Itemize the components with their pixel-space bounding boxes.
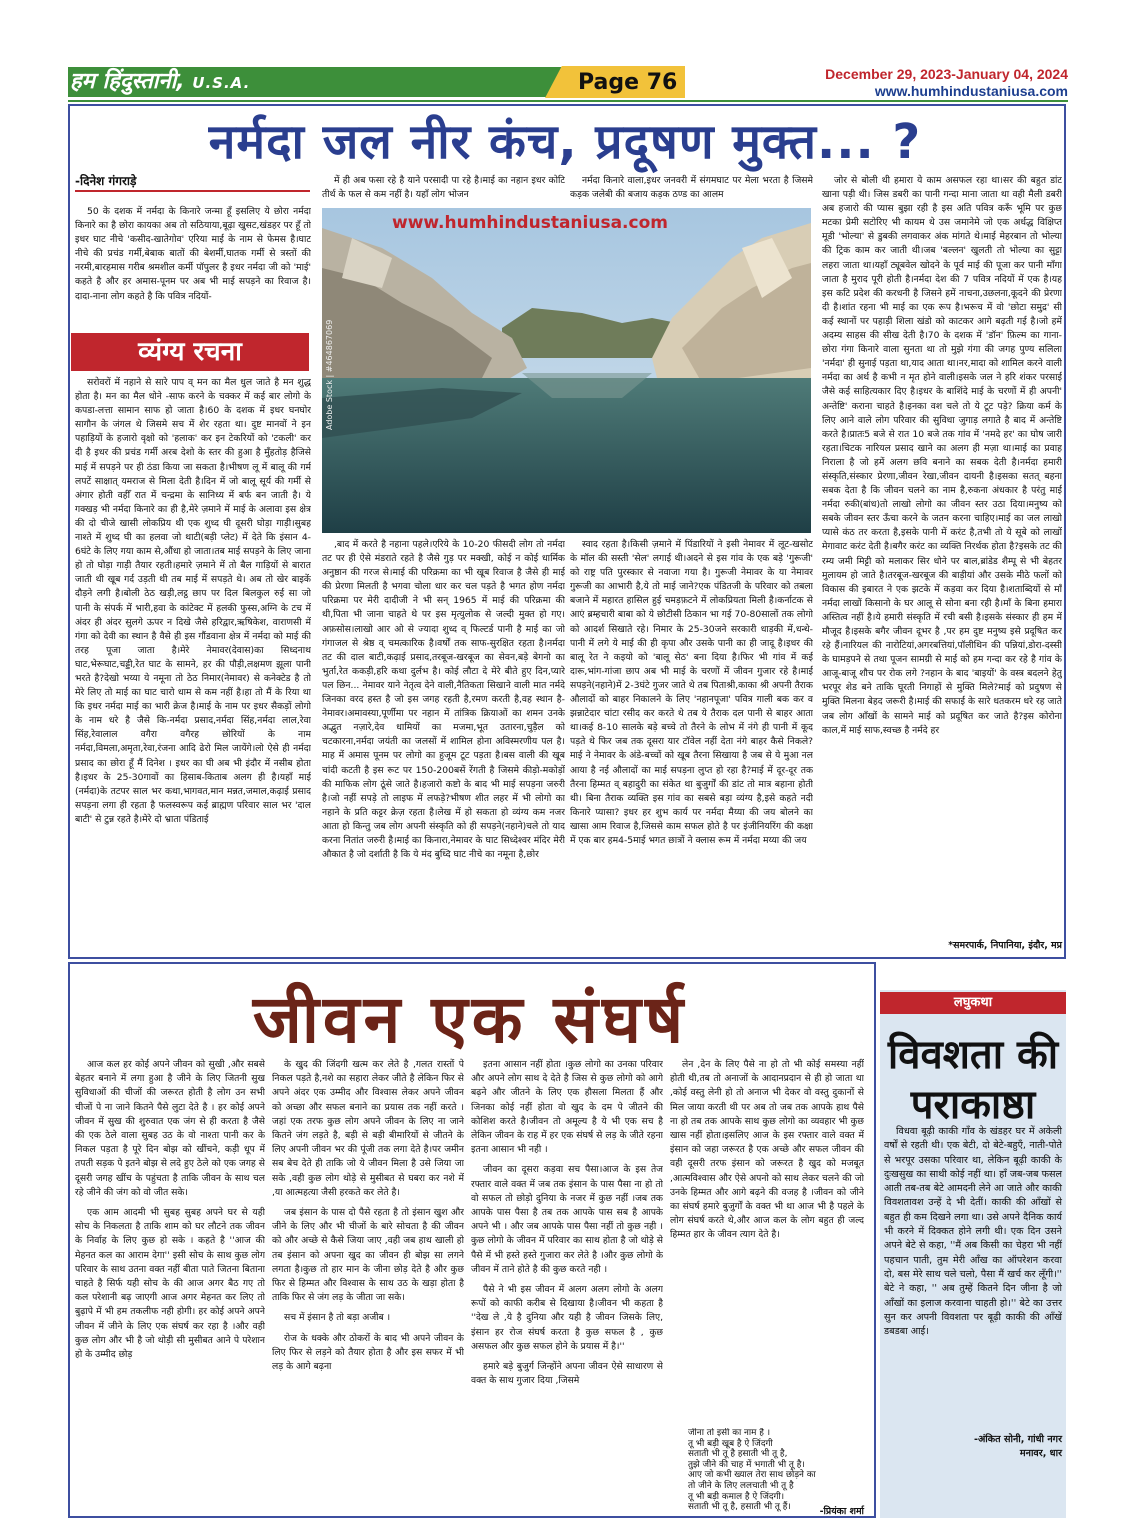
- article2-author: -प्रियंका शर्मा: [819, 1506, 864, 1517]
- paragraph: पैसे ने भी इस जीवन में अलग अलग लोगो के अलग रूपों को काफी करीब से दिखाया है।जीवन भी कहता है ''देख ले ,ये है दुनिया और यही है जीवन जिसके लिए, इंसान हर रोज संघर्ष करता है कुछ सफल है , कुछ असफल और कुछ सफल होने के प्रयास में है।'': [471, 1284, 663, 1352]
- paragraph: इतना आसान नहीं होता ।कुछ लोगो का उनका परिवार और अपने लोग साथ दे देते है जिस से कुछ लोगो को आगे बढ़ने और जीतने के लिए एक हौसला मिलता हैं और जिनका कोई नहीं होता वो खुद के दम पे जीतने की कोशिश करते है।जीवन तो अमूल्य है ये भी एक सच है लेकिन जीवन के राह में हर एक संघर्ष से लड़ के जीते रहना इतना आसान भी नही ।: [471, 1059, 663, 1156]
- river-gorge-illustration: [322, 208, 811, 533]
- article2-column-1: [75, 1058, 265, 1514]
- issue-date: December 29, 2023-January 04, 2024: [825, 66, 1068, 82]
- page-number: Page 76: [578, 70, 678, 95]
- newspaper-brand: [70, 68, 250, 97]
- paragraph: ,बाद में करते है नहाना पहले।एरिये के 10-20 फीसदी लोग तो नर्मदा तट पर ही ऐसे मंडराते रहते है जैसे गुड़ पर मक्खी, कोई न कोई धार्मिक अनुष्ठान की गरज से।माई की परिक्रमा का भी खूब रिवाज है जैसे ही माई की प्रेरणा मिलती है भगवा चोला धार कर चल पड़ते है भगत होण नर्मदा परिक्रमा पर मेरी दादीजी ने भी सन् 1965 में माई की परिक्रमा की थी,पिता भी जाना चाहते थे पर इस मृत्युलोक से जल्दी मुक्त हो गए।अफ़सोस।लाखो आर ओ से ज्यादा शुध्द व् फिल्टर्ड पानी है माई का जो गंगाजल से श्रेष्ठ व् चमत्कारिक है।वर्षों तक साफ-सुरक्षित रहता है।नर्मदा तट की दाल बाटी,कढ़ाई प्रसाद,तरबूज-खरबूज का सेवन,बड़े बेगनो का भुर्ता,रेत ककड़ी,हरि कथा दुर्लभ है। कोई लौटा दे मेरे बीते हुए दिन,प्यारे पल छिन... नेमावर याने नेतृत्व देने वाली,नैतिकता सिखाने वाली मात नर्मदे जिनका वरद हस्त है जो इस जगह रहती है,रमण करती है,वह स्थान है-नेमावर।अमावस्या,पूर्णीमा पर नहान में तांत्रिक क्रियाओं का शमन उनके अद्भुत नज़ारे,देव धामियों का मजमा,भूत उतारना,चुड़ैल को चटकारना,नर्मदा जयंती का जलसों में शामिल होना अविस्मरणीय पल है।माह में अमास पूनम पर लोगो का हुजूम टूट पड़ता है।बस वाली की खूब चांदी कटती है इस रूट पर 150-200बसें रेंगती है जिसमे कीड़ो-मकोड़ों की माफिक लोग ठूंसे जाते है।हजारो कष्टो के बाद भी माई सपड़ना जरुरी है।जो नहीं सपड़े तो लाइफ में लफड़े?भीषण शीत लहर में भी लोगो का नहाने के प्रति कट्टर क्रेज़ रहता है।लेख में हो सकता हो व्यंग्य कम नजर आता हो किन्तु जब लोग अपनी संस्कृति को ही सपड़ने(नहाने)चले तो याद करना नितांत जरुरी है।माई का किनारा,नेमावर के घाट सिध्देश्वर मंदिर मेरी औकात है जो दर्शाती है कि ये मंद बुध्दि घाट नीचे का नमूना है,छोर: [322, 539, 565, 861]
- poem-line: आए जो कभी ख्याल तेरा साथ छोड़ने का: [688, 1470, 816, 1481]
- poem-line: सताती भी तू है हसाती भी तू है,: [688, 1449, 788, 1460]
- paragraph: आज कल हर कोई अपने जीवन को सुखी ,और सबसे बेहतर बनाने में लगा हुआ है जीने के लिए जितनी सुख सुविधाओं की चीजों की जरूरत होती है लोग उन सभी चीजों पे ना जाने कितने पैसे लुटा देते है । हर कोई अपने जीवन में सुख की शुरुवात एक जंग से ही करता है जैसे की एक ठेले वाला सुबह उठ के वो नाश्ता पानी कर के निकल पड़ता है पूरे दिन बोझ को खींचने, कड़ी धूप में तपती सड़क पे इतने बोझ से लदे हुए ठेले को एक जगह से दूसरी जगह खींच के पहुंचता है ताकि जीवन के साथ चल रहे जीने की जंग को वो जीत सके।: [75, 1059, 265, 1198]
- article2-column-3: [471, 1058, 663, 1514]
- paragraph: नर्मदा किनारे वाला,इधर जनवरी में संगमघाट पर मेला भरता है जिसमे कड़क जलेबी की बजाय कड़क ठण्ड का आलम: [570, 175, 813, 201]
- poem-line: तू भी बड़ी खूब है ऐ जिंदगी: [688, 1438, 773, 1449]
- article1-column-2-bottom: [322, 538, 565, 952]
- article2-column-4: [670, 1058, 864, 1426]
- paragraph: स्वाद रहता है।किसी ज़माने में पिंडारियों ने इसी नेमावर में लूट-खसोट के मॉल की सस्ती 'सेल' लगाई थी।अदने से इस गांव के एक बड़े 'गुरूजी' को राष्ट्र पति पुरस्कार से नवाजा गया है। गुरूजी नेमावर के या नेमावर गुरूजी का आभारी है,ये तो माई जाने?एक पंडितजी के परिवार को तबला बजाने में महारत हासिल हुई चमड़फ़टने में लोकप्रियता मिली है।कर्नाटक से आएं ब्रम्हचारी बाबा को ये छोटीसी ठिकान भा गई 70-80सालों तक लोगो को आदर्श सिखाते रहे। निमार के 25-30जने सरकारी धाड़की में,धन्धे-पानी में लगे ये माई की ही कृपा और उसके पानी का ही जादू है।इधर की बालू रेत ने कइयो को 'बालू सेठ' बना दिया है।फिर भी गांव में कई दारू,भांग-गांजा छाप अब भी माई के चरणों में जीवन गुजार रहे है।माई सपड़ने(नहाने)में 2-3घंटे गुजर जाते थे तब पिताश्री,काका श्री अपनी तैराक औलादों को बाहर निकालने के लिए 'नहानपूजा' पवित्र गाली बक कर व झन्नाटेदार चांटा रसीद कर करते थे तब ये तैराक दल पानी से बाहर आता था।कई 8-10 सालके बड़े बच्चे तो तैरने के लोभ में नंगे ही पानी में कूद पड़ते थे फिर जब तक दूसरा यार टॉवेल नहीं देता नंगे बाहर कैसे निकले?माई ने नेमावर के अंडे-बच्चों को खूब तैरना सिखाया है जब से ये मुआ नल आया है नई औलादों का माई सपड़ना लुप्त हो रहा है?माई में दूर-दूर तक तैरना हिम्मत व् बहादुरी का संकेत था बुजुर्गों की डांट तो मात्र बहाना होती थी। बिना तैराक व्यक्ति इस गांव का सबसे बड़ा व्यंग्य है,इसे कहते नदी किनारे प्यासा? इधर हर शुभ कार्य पर नर्मदा मैय्या की जय बोलने का खासा आम रिवाज है,जिससे काम सफल होते है पर इंजीनियरिंग की कक्षा में एक बार हम4-5माई भगत छात्रों ने क्लास रूम में नर्मदा मय्या की जय: [570, 539, 813, 846]
- poem-line: तो जीने के लिए ललचाती भी तू है: [688, 1480, 794, 1491]
- paragraph: लेन ,देन के लिए पैसे ना हो तो भी कोई समस्या नहीं होती थी,तब तो अनाजों के आदानप्रदान से ही हो जाता था ,कोई वस्तु लेनी हो तो अनाज भी देकर वो वस्तु दुकानों से मिल जाया करती थी पर अब तो जब तक आपके हाथ पैसे ना हो तब तक आपके साथ कुछ लोगो का व्यवहार भी कुछ खास नहीं होता।इसलिए आज के इस रफ्तार वाले वक्त में इंसान को जहा जरूरत है एक अच्छे और सफल जीवन की वही दूसरी तरफ इंसान को जरूरत है खुद को मजबूत ,आत्मविश्वास और ऐसे अपनो को साथ लेकर चलने की जो उनके हिम्मत और आगे बढ़ने की वजह है ।जीवन को जीने का संघर्ष हमारे बुजुर्गों के वक्त भी था आज भी है पहले के लोग संघर्ष करते थे,और आज कल के लोग बहुत ही जल्द हिम्मत हार के जीवन त्याग देते है।: [670, 1059, 864, 1241]
- poem-line: सताती भी तू है, हसाती भी तू हैं।: [688, 1502, 791, 1513]
- poem-line: तू भी बड़ी कमाल है ऐ जिंदगी।: [688, 1491, 785, 1502]
- author-place: मनावर, धार: [1019, 1448, 1062, 1459]
- section-label-vyangya: व्यंग्य रचना: [71, 333, 309, 371]
- website-link[interactable]: www.humhindustaniusa.com: [874, 83, 1068, 99]
- paragraph: हमारे बड़े बुजुर्ग जिन्होंने अपना जीवन ऐसे साधारण से वक्त के साथ गुजार दिया ,जिसमे: [471, 1361, 663, 1387]
- river-gorge-photo: [322, 208, 811, 533]
- poem-line: जीना तो इसी का नाम है ।: [688, 1428, 771, 1438]
- paragraph: के खुद की जिंदगी खत्म कर लेते है ,गलत रास्तों पे निकल पड़ते है,नशे का सहारा लेकर जीते है लेकिन फिर से अपने अंदर एक उम्मीद और विश्वास लेकर अपने जीवन को अच्छा और सफल बनाने का प्रयास तक नहीं करते ।जहां एक तरफ कुछ लोग अपने जीवन के लिए ना जाने कितने जंग लड़ते है, बड़ी से बड़ी बीमारियों से जीतने के लिए अपनी जीवन भर की पूंजी तक लगा देते है।पर जमीन सब बेच देते ही ताकि जो ये जीवन मिला है उसे जिया जा सके ,वही कुछ लोग थोड़े से मुसीबत से घबरा कर नशे में ,या आत्महत्या जैसी हरकते कर लेते है।: [272, 1059, 464, 1198]
- article-byline: -दिनेश गंगराड़े: [75, 174, 137, 188]
- paragraph: जीवन का दूसरा कड़वा सच पैसा।आज के इस तेज रफ्तार वाले वक्त में जब तक इंसान के पास पैसा ना हो तो वो सफल तो छोड़ो दुनिया के नजर में कुछ नहीं ।जब तक आपके पास पैसा है तब तक आपके पास सब है आपके अपने भी । और जब आपके पास पैसा नहीं तो कुछ नही ।कुछ लोगो के जीवन में परिवार का साथ होता है जो थोड़े से पैसे में भी हस्ते हस्ते गुजारा कर लेते है ।और कुछ लोगो के जीवन में ताने होते है की कुछ करते नही ।: [471, 1164, 663, 1275]
- header-divider: [68, 100, 1068, 102]
- paragraph: 50 के दशक में नर्मदा के किनारे जन्मा हूँ इसलिए ये छोरा नर्मदा किनारे का है छोरा कायका अब तो सठियाया,बूढ़ा खुसट,खंडहर पर हूँ तो इधर घाट नीचे 'कसीद-खातेगोव' एरिया माई के नाम से फेमस है।घाट नीचे की प्रचंड गर्मी,बेबाक बातों की बेशर्मी,घातक गर्मी से त्रस्तों की नरमी,बारहमास गरीब श्रमशील कर्मी पॉपुलर है इधर नर्मदा जी को 'माई' कहते है और हर अमास-पूनम पर अब भी माई सपड़ने का रिवाज है। दादा-नाना लोग कहते है कि पवित्र नदियों-: [75, 206, 311, 302]
- short-story-body: [884, 1125, 1062, 1339]
- paragraph: रोज के धक्के और ठोकरों के बाद भी अपने जीवन के लिए फिर से लड़ने को तैयार होता है और इस सफर में भी लड़ के आगे बढ़ना: [272, 1332, 464, 1373]
- byline-divider: [75, 190, 310, 192]
- paragraph: एक आम आदमी भी सुबह सुबह अपने घर से यही सोच के निकलता है ताकि शाम को घर लौटने तक जीवन के निर्वाह के लिए कुछ हो सके । कहते है ''आज की मेहनत कल का आराम देगा'' इसी सोच के साथ कुछ लोग परिवार के साथ उतना वक्त नहीं बीता पाते जितना बिताना चाहते है सिर्फ यही सोच के की आज अगर बैठ गए तो कल परेशानी बढ़ जाएगी आज अगर मेहनत कर लिए तो बुढ़ापे में भी हम तकलीफ नही होगी। हर कोई अपने अपने जीवन में जीने के लिए एक संघर्ष कर रहा है ।और वही कुछ लोग और भी है जो थोड़ी सी मुसीबत आने पे परेशान हो के उम्मीद छोड़: [75, 1207, 265, 1361]
- brand-name: हम हिंदुस्तानी,: [70, 69, 185, 94]
- paragraph: जोर से बोली थी हमारा ये काम असफल रहा था।सर की बहुत डांट खाना पड़ी थी। जिस डबरी का पानी गन्दा माना जाता था वही मैली डबरी अब हजारो की प्यास बुझा रही है इस अति पवित्र करूँ भूमि पर कुछ मटका प्रेमी सटोरिए भी कायम थे उस जमानेमे जो एक अर्धद्ध विक्षिप्त मूडी 'भोल्या' से डुबकी लगवाकर अंक मांगते थे।माई मेहरबान तो भोल्या की ट्रिक काम कर जाती थी।जब 'बल्लन' खुलती तो भोल्या का सुट्टा लहरा जाता था।यहाँ ट्यूबवेल खोदने के पूर्व माई की पूजा कर पानी माँगा जाता है मुराद पूरी होती है।नर्मदा देश की 7 पवित्र नदियों में एक है।यह इस कटि प्रदेश की करधनी है जिसने हमें नाचना,उछलना,कूदने की प्रेरणा दी है।शांत रहना भी माई का एक रूप है।भरूच में वो 'छोटा समुद्र' सी कई स्थानों पर पहाड़ी शिला खंडो को काटकर आगे बढ़ती गई है।जो हमें अदम्य साहस की सीख देती है।70 के दशक में 'डॉन' फ़िल्म का गाना-छोरा गंगा किनारे वाला सुनता था तो मुझे गंगा की जगह पुण्य सलिला 'नर्मदा' ही सुनाई पड़ता था,याद आता था।नर,मादा को शामिल करने वाली नर्मदा का अर्थ है कभी न मृत होने वाली।इसके जल ने हरि शंकर परसाई जैसे कई साहित्यकार दिए है।इधर के बाशिंदे माई के चरणों में ही अपनी' अन्तेष्टि' कराना चाहते है।इनका वश चले तो ये टूट पड़े? क्रिया कर्म के लिए आने वाले लोग परिवार की सुविधा जुगाड़ लगाते है बाद में अन्तेष्टि करते है।प्रातः5 बजे से रात 10 बजे तक गांव में 'नमदे हर' का घोष जारी रहता।चिटक नारियल प्रसाद खाने का अलग ही मज़ा था।माई का प्रवाह निराला है जो हमें अलग छवि बनाने का सबक देती है।नर्मदा हमारी संस्कृति,संस्कार प्रेरणा,जीवन रेखा,जीवन दायनी है।इसका सतत् बहना सबक देता है कि जीवन चलने का नाम है,रुकना अंधकार है परंतु माई नर्मदा रुकी(बांध)तो लाखो लोगो का जीवन स्तर उठा दिया।मनुष्य को सबके जीवन स्तर ऊँचा करने के जतन करना चाहिए।माई का जल लाखो प्यासे कंठ तर करता है,इसके पानी में करंट है,तभी तो ये सूबे को लाखों मेगावाट करंट देती है।बगैर करंट का व्यक्ति निरर्थक होता है?इसके तट की रम्य जमी मिट्टी को मलाकर सिर धोने पर बाल,ब्रांडेड शैम्पू से भी बेहतर मुलायम हो जाते है।तरबूज-खरबूज की बाड़ीयां और उसके मीठे फलों को विकास की इबारत ने एक झटके में कड़वा कर दिया है।शताब्दियों से माँ नर्मदा लाखों किसानो के घर आलू से सोना बना रही है।माँ के बिना हमारा अस्तित्व नहीं है।ये हमारी संस्कृति में रची बसी है।इसके संस्कार ही हम में मौजूद है।इसके बगैर जीवन दूभर है ,पर हम दुष्ट मनुष्य इसे प्रदूषित कर रहे हैं।नारियल की नारोटियां,अगरबत्तियां,पॉलीथिन की पन्नियां,डोरा-दस्सी के घामड़पने से तथा पूजन सामग्री से माई को हम गन्दा कर रहे है गांव के आजू-बाजू शौच पर रोक लगे ?नहान के बाद 'बाइयों' के वस्त्र बदलने हेतु भरपूर शेड बने ताकि घूरती निगाहों से मुक्ति मिले?माई को प्रदुषण से मुक्ति मिलना बेहद जरूरी है।माई की सफाई के सारे धतकरम धरे रह जाते जब लोग आँखों के सामने माई को प्रदूषित कर जाते है?इस कोरोना काल,में माई साफ,स्वच्छ है नर्मदे हर: [822, 175, 1062, 736]
- article1-column-1-bottom: [75, 376, 311, 952]
- photo-watermark-url: www.humhindustaniusa.com: [392, 213, 668, 233]
- paragraph: सच में इंसान है तो बड़ा अजीब ।: [284, 1312, 391, 1324]
- article1-signoff: *समरपार्क, निपानिया, इंदौर, मप्र: [948, 940, 1062, 951]
- article1-column-1-top: [75, 205, 311, 333]
- paragraph: सरोवरों में नहाने से सारे पाप व् मन का मैल धुल जाते है मन शुद्ध होता है। मन का मैल धोने -साफ करने के चक्कर में कई बार लोगो के कपडा-लत्ता सामान साफ हो जाता है।60 के दशक में इधर घनघोर सागौन के जंगल थे जिसमे सच में शेर रहता था। दुष्ट मानवों ने इन पहाड़ियों के हजारो वृक्षो को 'हलाक' कर इन टेकरियों को 'टकली' कर दी है इधर की प्रचंड गर्मी अरब देशो के स्तर की हुआ है मुँहतोड़ हैजिसे माई में सपड़ने पर ही ठंडा किया जा सकता है।भीषण लू में बालू की गर्म लपटें साक्षात् यमराज से मिला देती है।दिन में जो बालू सूर्य की गर्मी से अंगार होती वहीँ रात में चन्द्रमा के सानिध्य में बर्फ बन जाती है। ये गक्खड़ भी नर्मदा किनारे का ही है,मेरे ज़माने में माई के अलावा इस क्षेत्र की दो चीजे खासी लोकप्रिय थी एक शुध्द घी दूसरी घोड़ा गाड़ी।सुबह नाश्ते में शुध्द घी का हलवा जो थाटी(बड़ी प्लेट) में देते कि इंसान 4-6घंटे के लिए गया काम से,औंधा हो जाता।तब माई सपड़ने के लिए जाना हो तो घोड़ा गाड़ी तैयार रहती।हमारे ज़माने में तो बैल गाड़ियों से बारात जाती थी खूब गर्द उड़ती थी तब माई में सपड़ते थे। अब तो खेर बाइकें दौड़ने लगी है।बोली ठेठ खड़ी,लट्ठ छाप पर दिल बिलकुल रुई सा जो पानी के संपर्क में भारी,हवा के कांटेक्ट में हलकी फुस्स,अग्नि के टच में अंदर ही अंदर सुलगे ऊपर न दिखे जैसे हरिद्वार,ऋषिकेश, वाराणसी में गंगा को देवी का स्थान है वैसे ही इस गौंडवाना क्षेत्र में नर्मदा को माई की तरह पूजा जाता है।मेरे नेमावर(देवास)का सिध्दनाथ घाट,भेरूघाट,चड्डी,रेत घाट के सामने, हर की पौड़ी,लक्षमण झूला पानी भरते है?देखो भय्या ये नमूना तो ठेठ निमार(नेमावर) से कनेक्टेड है तो मेरे लिए तो माई का घाट चारो धाम से कम नहीं है।हा तो मैं के रिया था कि इधर नर्मदा माई का भारी क्रेज है।माई के नाम पर इधर सैकड़ों लोगो के नाम धरे है जैसे कि-नर्मदा प्रसाद,नर्मदा सिंह,नर्मदा लाल,रेवा सिंह,रेवालाल वगैरा वगैरह छोरियों के नाम नर्मदा,विमला,अमृता,रेवा,रंजना आदि ढेरो मिल जायेंगे।लो ऐसे ही नर्मदा प्रसाद का छोरा हूँ मैं दिनेश । इधर का घी अब भी इंदौर में नसीब होता है।इधर के 25-30गावों का हिसाब-किताब अलग ही है।यहाँ माई (नर्मदा)के तटपर साल भर कथा,भागवत,मान मन्नत,जमाल,कढ़ाई प्रसाद सपड़ना लगा ही रहता है फलस्वरूप कई ब्राह्मण परिवार साल भर 'दाल बाटी' से टुन्न रहते है।मेरे दो भ्राता पंडिताई: [75, 377, 311, 825]
- author-name: -अंकित सोनी, गांधी नगर: [974, 1434, 1062, 1445]
- short-story-tag: लघुकथा: [880, 992, 1066, 1014]
- paragraph: विधवा बूढ़ी काकी गाँव के खंडहर घर में अकेली वर्षों से रहती थी। एक बेटी, दो बेटे-बहुएँ, नाती-पोते से भरपूर उसका परिवार था, लेकिन बूढ़ी काकी के दुःखसुख का साथी कोई नहीं था। हाँ जब-जब फसल आती तब-तब बेटे आमदनी लेने आ जाते और काकी विवशतावश उन्हें दे भी देतीं। काकी की आँखों से बहुत ही कम दिखने लगा था। उसे अपने दैनिक कार्य भी करने में दिक्कत होने लगी थी। एक दिन उसने अपने बेटे से कहा, ''मैं अब किसी का चेहरा भी नहीं पहचान पाती, तुम मेरी आँख का ऑपरेशन करवा दो, बस मेरे साथ चले चलो, पैसा मैं खर्च कर लूँगी।'' बेटे ने कहा, '' अब तुम्हें कितने दिन जीना है जो आँखों का इलाज करवाना चाहती हो।'' बेटे का उत्तर सुन कर अपनी विवशता पर बूढ़ी काकी की आँखें डबडबा आई।: [884, 1126, 1062, 1338]
- article-title-sangharsh: जीवन एक संघर्ष: [252, 981, 688, 1058]
- poem-line: तुझे जीने की चाह में भगाती भी तू है।: [688, 1459, 805, 1470]
- brand-suffix: U.S.A.: [192, 74, 251, 92]
- article1-column-2-top: [322, 174, 565, 204]
- short-story-title: विवशता की पराकाष्ठा: [887, 1032, 1059, 1128]
- paragraph: जब इंसान के पास दो पैसे रहता है तो इंसान खुश और जीने के लिए और भी चीजों के बारे सोचता है की जीवन को और अच्छे से कैसे जिया जाए ,वही जब हाथ खाली हो तब इंसान को अपना खुद का जीवन ही बोझ सा लगने लगता है।कुछ तो हार मान के जीना छोड़ देते है और कुछ फिर से हिम्मत और विश्वास के साथ उठ के खड़ा होता है ताकि फिर से जंग लड़ के जीता जा सके।: [272, 1207, 464, 1304]
- article1-column-4: [822, 174, 1062, 936]
- short-story-author: [884, 1433, 1062, 1461]
- article1-column-3-top: [570, 174, 813, 204]
- poem: [688, 1428, 864, 1514]
- article2-column-2: [272, 1058, 464, 1514]
- article-title-narmada: नर्मदा जल नीर कंच, प्रदूषण मुक्त... ?: [208, 114, 922, 170]
- paragraph: में ही अब फसा रहे है याने परसादी पा रहे है।माई का नहान इधर कोटि तीर्थ के फल से कम नहीं है। यहाँ लोग भोजन: [322, 175, 565, 201]
- photo-credit: Adobe Stock | #464867069: [325, 319, 334, 430]
- article1-column-3-bottom: [570, 538, 813, 952]
